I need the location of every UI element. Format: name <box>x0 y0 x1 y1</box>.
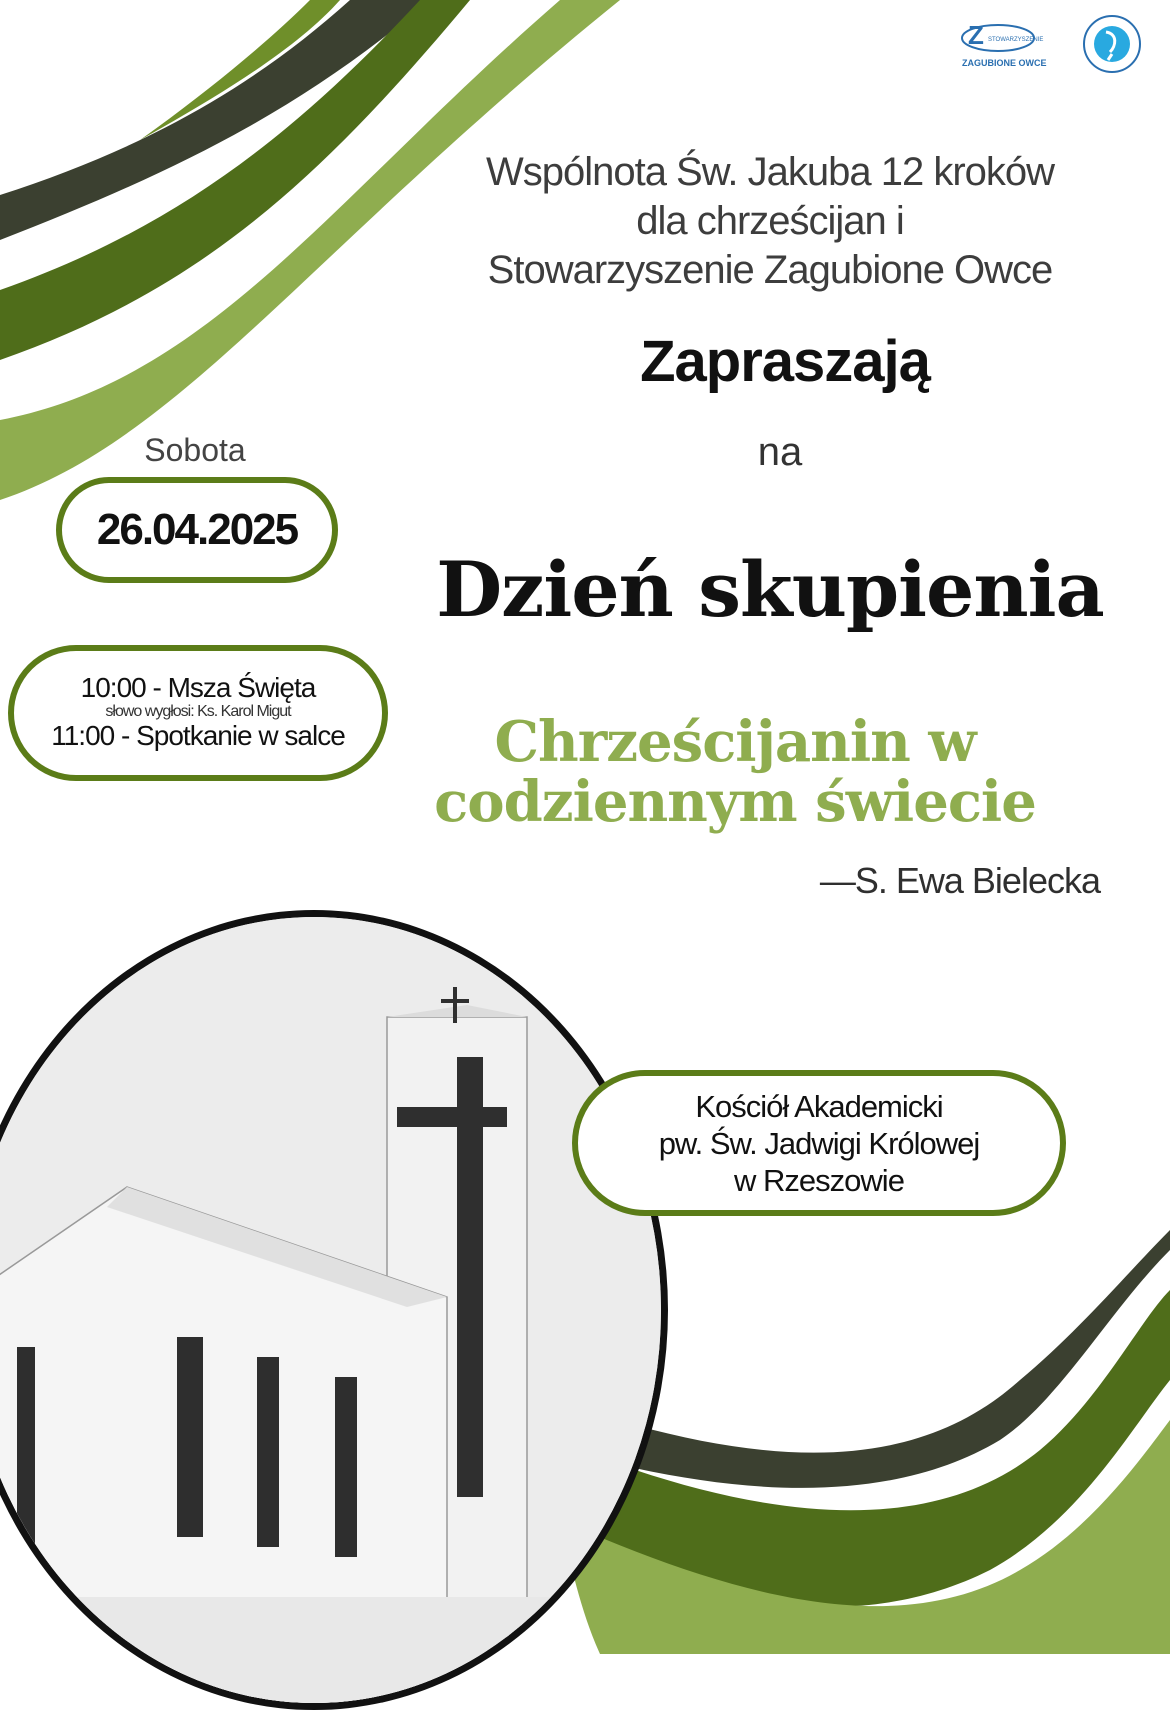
speaker-name: —S. Ewa Bielecka <box>819 860 1100 901</box>
event-title: Dzień skupienia <box>436 545 1104 634</box>
schedule-meeting: 11:00 - Spotkanie w salce <box>51 720 345 751</box>
association-text: STOWARZYSZENIE <box>988 37 1044 43</box>
invite-heading: Zapraszają <box>640 329 930 394</box>
organizers-header <box>420 148 1120 295</box>
schedule-note: słowo wygłosi: Ks. Karol Migut <box>105 703 291 720</box>
location-line-2: pw. Św. Jadwigi Królowej <box>658 1125 980 1161</box>
svg-text:Z: Z <box>968 20 984 50</box>
date-badge <box>56 477 338 583</box>
schedule-badge <box>8 645 388 781</box>
schedule-mass: 10:00 - Msza Święta <box>80 672 316 703</box>
subtitle-line-2: codziennym świecie <box>434 769 1036 835</box>
header-line-2: dla chrześcijan i <box>636 199 904 243</box>
header-line-1: Wspólnota Św. Jakuba 12 kroków <box>485 150 1055 194</box>
location-badge <box>572 1070 1066 1216</box>
subtitle-line-1: Chrześcijanin w <box>494 709 976 775</box>
location-line-1: Kościół Akademicki <box>695 1088 943 1124</box>
event-subtitle <box>360 709 1110 835</box>
association-logo <box>960 14 1150 94</box>
event-date: 26.04.2025 <box>96 505 298 554</box>
location-line-3: w Rzeszowie <box>734 1162 904 1198</box>
day-label: Sobota <box>144 432 246 468</box>
logos-group <box>960 14 1150 94</box>
header-line-3: Stowarzyszenie Zagubione Owce <box>487 248 1053 292</box>
na-text: na <box>757 430 803 474</box>
association-name: ZAGUBIONE OWCE <box>962 58 1047 68</box>
